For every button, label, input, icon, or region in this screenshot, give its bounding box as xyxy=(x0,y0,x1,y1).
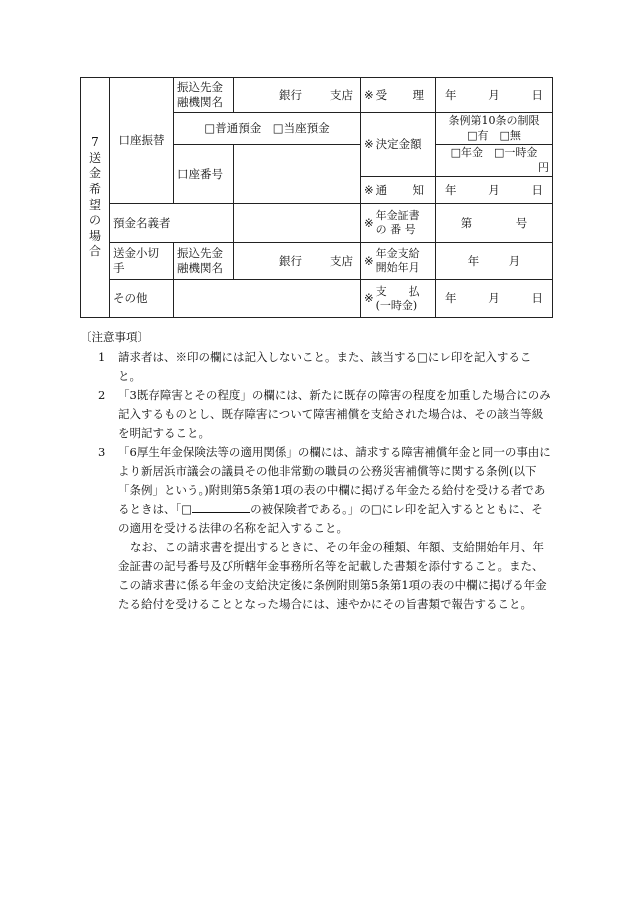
other-label: その他 xyxy=(110,280,174,318)
received-date-field[interactable]: 年 月 日 xyxy=(436,78,553,113)
decided-amount-label: ※ 決定金額 xyxy=(361,113,436,177)
account-number-field[interactable] xyxy=(234,145,361,204)
payment-start-field[interactable]: 年 月 xyxy=(436,243,553,280)
limit-field[interactable]: 条例第10条の制限 □有 □無 xyxy=(436,113,553,145)
account-transfer-label: 口座振替 xyxy=(110,78,174,204)
received-label: ※ 受 理 xyxy=(361,78,436,113)
pension-type-field[interactable]: □年金 □一時金 円 xyxy=(436,145,553,177)
notes-section xyxy=(80,328,552,614)
section-header: 7 送 金 希 望 の 場 合 xyxy=(81,78,110,318)
bank-name-field[interactable]: 銀行 支店 xyxy=(234,78,361,113)
certificate-number-field[interactable]: 第 号 xyxy=(436,204,553,243)
payment-label: ※ 支 払 (一時金) xyxy=(361,280,436,318)
notes-heading: 〔注意事項〕 xyxy=(80,330,149,344)
note-item-2: 2 「3既存障害とその程度」の欄には、新たに既存の障害の程度を加重した場合にのみ記入するものとし、既存障害について障害補償を支給された場合は、その該当等級を明記すること。 xyxy=(98,388,551,440)
payment-start-label: ※ 年金支給 開始年月 xyxy=(361,243,436,280)
deposit-type-checkboxes[interactable]: □普通預金 □当座預金 xyxy=(174,113,361,145)
note-item-3: 3 「6厚生年金保険法等の適用関係」の欄には、請求する障害補償年金と同一の事由により新居浜市議会の議員その他非常勤の職員の公務災害補償等に関する条例(以下「条例」という。)附則第5条第1項の表の中欄に掲げる年金たる給付を受ける者であるときは、「□ の被保険者である。」の□にレ印を記入するとともに、その適用を受ける法律の名称を記入すること。 xyxy=(98,445,551,535)
remittance-check-label: 送金小切手 xyxy=(110,243,174,280)
notification-label: ※ 通 知 xyxy=(361,177,436,204)
remittance-table xyxy=(80,77,553,318)
section-number: 7 xyxy=(91,135,99,150)
note-item-1: 1 請求者は、※印の欄には記入しないこと。また、該当する□にレ印を記入すること。 xyxy=(98,350,532,383)
certificate-number-label: ※ 年金証書 の 番 号 xyxy=(361,204,436,243)
blank-underline xyxy=(192,500,250,513)
remittance-bank-field[interactable]: 銀行 支店 xyxy=(234,243,361,280)
payment-date-field[interactable]: 年 月 日 xyxy=(436,280,553,318)
bank-name-label: 振込先金融機関名 xyxy=(174,78,234,113)
account-holder-field[interactable] xyxy=(234,204,361,243)
remittance-bank-label: 振込先金融機関名 xyxy=(174,243,234,280)
other-field[interactable] xyxy=(174,280,361,318)
account-holder-label: 預金名義者 xyxy=(110,204,234,243)
notification-date-field[interactable]: 年 月 日 xyxy=(436,177,553,204)
account-number-label: 口座番号 xyxy=(174,145,234,204)
note-closing: なお、この請求書を提出するときに、その年金の種類、年額、支給開始年月、年金証書の記号番号及び所轄年金事務所名等を記載した書類を添付すること。また、この請求書に係る年金の支給決定後に条例附則第5条第1項の表の中欄に掲げる年金たる給付を受けることとなった場合には、速やかにその旨書類で報告すること。 xyxy=(118,540,547,611)
